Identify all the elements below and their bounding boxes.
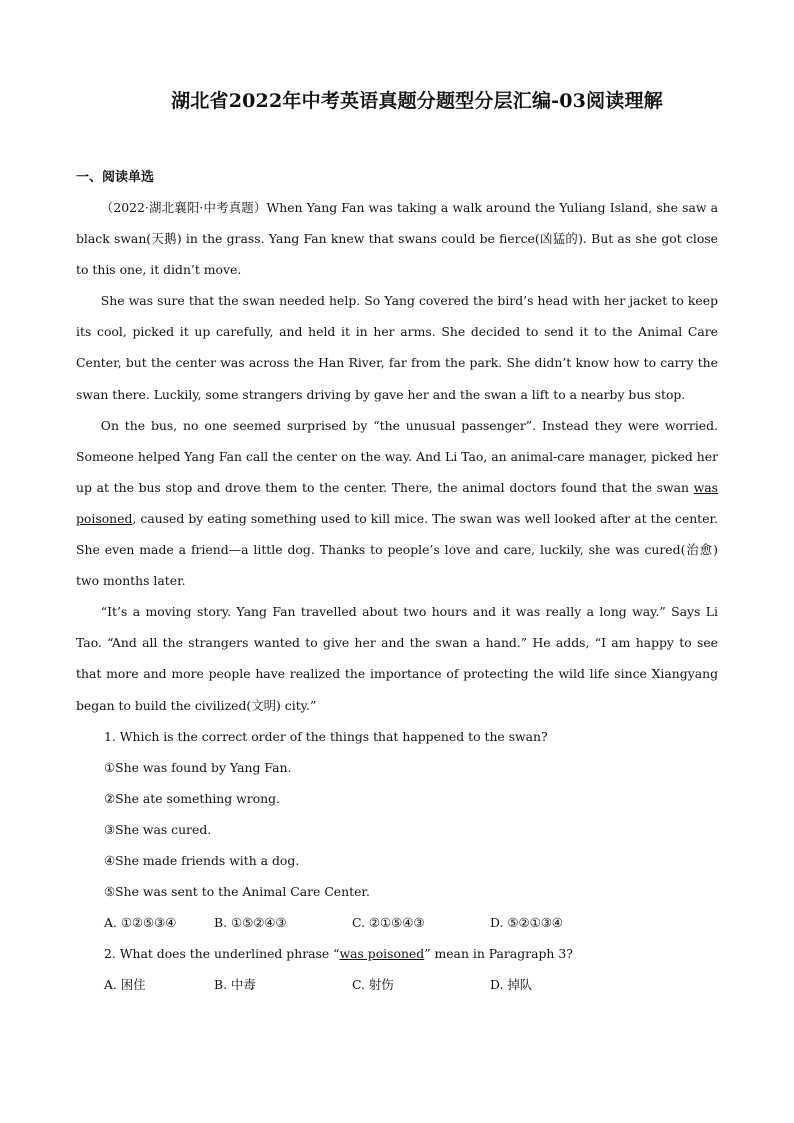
- section-heading: 一、阅读单选: [76, 170, 155, 185]
- underlined-phrase: was poisoned: [76, 479, 718, 526]
- question-1-item: ③She was cured.: [104, 821, 212, 837]
- reading-passage: [76, 192, 718, 1000]
- option-c: C. 射伤: [352, 977, 394, 993]
- question-1-options: [76, 907, 718, 938]
- option-d: D. ⑤②①③④: [490, 915, 563, 931]
- question-2-underlined: was poisoned: [339, 946, 425, 962]
- paragraph-3-text-b: , caused by eating something used to kill mice. The swan was well looked after at the center. She even made a friend—a little dog. Thanks to people’s love and care, luckily, she was cured(治愈) two months later.: [76, 510, 718, 589]
- paragraph-3-text-a: On the bus, no one seemed surprised by “the unusual passenger”. Instead they were worried. Someone helped Yang Fan call the center on the way. And Li Tao, an animal-care manager, picked her up at the bus stop and drove them to the center. There, the animal doctors found that the swan: [76, 417, 718, 495]
- question-1-item: ④She made friends with a dog.: [104, 852, 300, 868]
- paragraph-2: She was sure that the swan needed help. So Yang covered the bird’s head with her jacket to keep its cool, picked it up carefully, and held it in her arms. She decided to send it to the Animal Care Center, but the center was across the Han River, far from the park. She didn’t know how to carry the swan there. Luckily, some strangers driving by gave her and the swan a lift to a nearby bus stop.: [76, 293, 718, 402]
- option-c: C. ②①⑤④③: [352, 915, 425, 931]
- question-1-item: ②She ate something wrong.: [104, 790, 280, 806]
- question-2-options: [76, 969, 718, 1000]
- option-a: A. 困住: [104, 977, 146, 993]
- question-1-stem: 1. Which is the correct order of the things that happened to the swan?: [104, 728, 548, 744]
- document-title: 湖北省2022年中考英语真题分题型分层汇编-03阅读理解: [171, 90, 663, 112]
- option-a: A. ①②⑤③④: [104, 915, 177, 931]
- question-2-text-b: ” mean in Paragraph 3?: [424, 946, 573, 962]
- question-2-text-a: 2. What does the underlined phrase “: [104, 946, 340, 962]
- paragraph-1: （2022·湖北襄阳·中考真题）When Yang Fan was taking a walk around the Yuliang Island, she saw a black swan(天鹅) in the grass. Yang Fan knew that swans could be fierce(凶猛的). But as she got close to this one, it didn’t move.: [76, 200, 718, 278]
- question-1-item: ①She was found by Yang Fan.: [104, 759, 292, 775]
- option-d: D. 掉队: [490, 977, 533, 993]
- option-b: B. ①⑤②④③: [214, 915, 287, 931]
- question-2-stem: [76, 938, 718, 969]
- question-1-item: ⑤She was sent to the Animal Care Center.: [104, 884, 370, 900]
- option-b: B. 中毒: [214, 977, 256, 993]
- paragraph-4: “It’s a moving story. Yang Fan travelled about two hours and it was really a long way.” Says Li Tao. “And all the strangers wanted to give her and the swan a hand.” He adds, “I am happy to see that more and more people have realized the importance of protecting the wild life since Xiangyang began to build the civilized(文明) city.”: [76, 604, 718, 713]
- paragraph-3: [76, 410, 718, 597]
